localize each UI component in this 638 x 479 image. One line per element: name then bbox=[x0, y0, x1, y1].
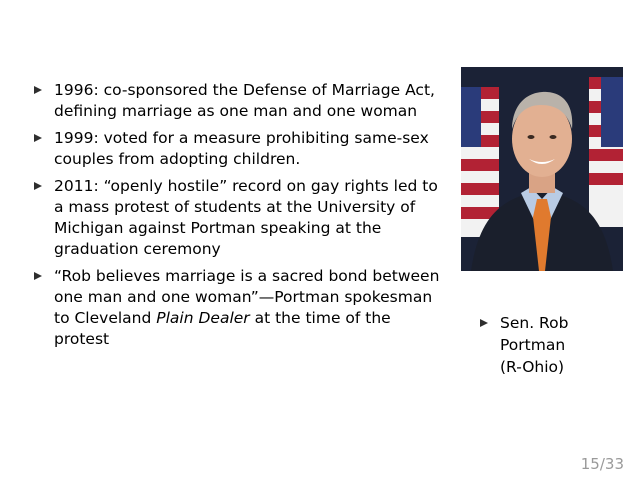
bullet-line: “Rob believes marriage is a sacred bond between bbox=[54, 267, 440, 285]
bullet-line: graduation ceremony bbox=[54, 240, 221, 258]
bullet-line: 1999: voted for a measure prohibiting same-sex bbox=[54, 129, 429, 147]
bullet-line: defining marriage as one man and one woman bbox=[54, 102, 418, 120]
bullet-line: protest bbox=[54, 330, 110, 348]
page-number: 15/33 bbox=[580, 455, 624, 473]
bullet-line: one man and one woman”—Portman spokesman bbox=[54, 288, 433, 306]
caption-line: Portman bbox=[500, 336, 566, 354]
newspaper-name: Plain Dealer bbox=[156, 309, 250, 327]
photo-caption bbox=[480, 312, 638, 378]
bullet-triangle-icon bbox=[34, 182, 42, 190]
bullet-line: a mass protest of students at the University of bbox=[54, 198, 416, 216]
bullet-line: couples from adopting children. bbox=[54, 150, 301, 168]
bullet-triangle-icon bbox=[34, 86, 42, 94]
bullet-line-suffix: at the time of the bbox=[249, 309, 391, 327]
bullet-triangle-icon bbox=[34, 134, 42, 142]
bullet-triangle-icon bbox=[34, 272, 42, 280]
bullet-item-quote bbox=[34, 266, 454, 350]
right-flag-graphic bbox=[589, 77, 623, 227]
portrait-photo bbox=[461, 67, 623, 271]
bullet-line: Michigan against Portman speaking at the bbox=[54, 219, 382, 237]
caption-line: Sen. Rob bbox=[500, 314, 569, 332]
bullet-line: 1996: co-sponsored the Defense of Marriage Act, bbox=[54, 81, 435, 99]
bullet-line-prefix: to Cleveland bbox=[54, 309, 157, 327]
caption-line: (R-Ohio) bbox=[500, 358, 565, 376]
bullet-item-1996 bbox=[34, 80, 454, 122]
bullet-list bbox=[34, 80, 454, 356]
bullet-item-2011 bbox=[34, 176, 454, 260]
bullet-item-1999 bbox=[34, 128, 454, 170]
bullet-triangle-icon bbox=[480, 319, 488, 327]
bullet-line: 2011: “openly hostile” record on gay rights led to bbox=[54, 177, 438, 195]
portrait-illustration bbox=[461, 67, 623, 271]
